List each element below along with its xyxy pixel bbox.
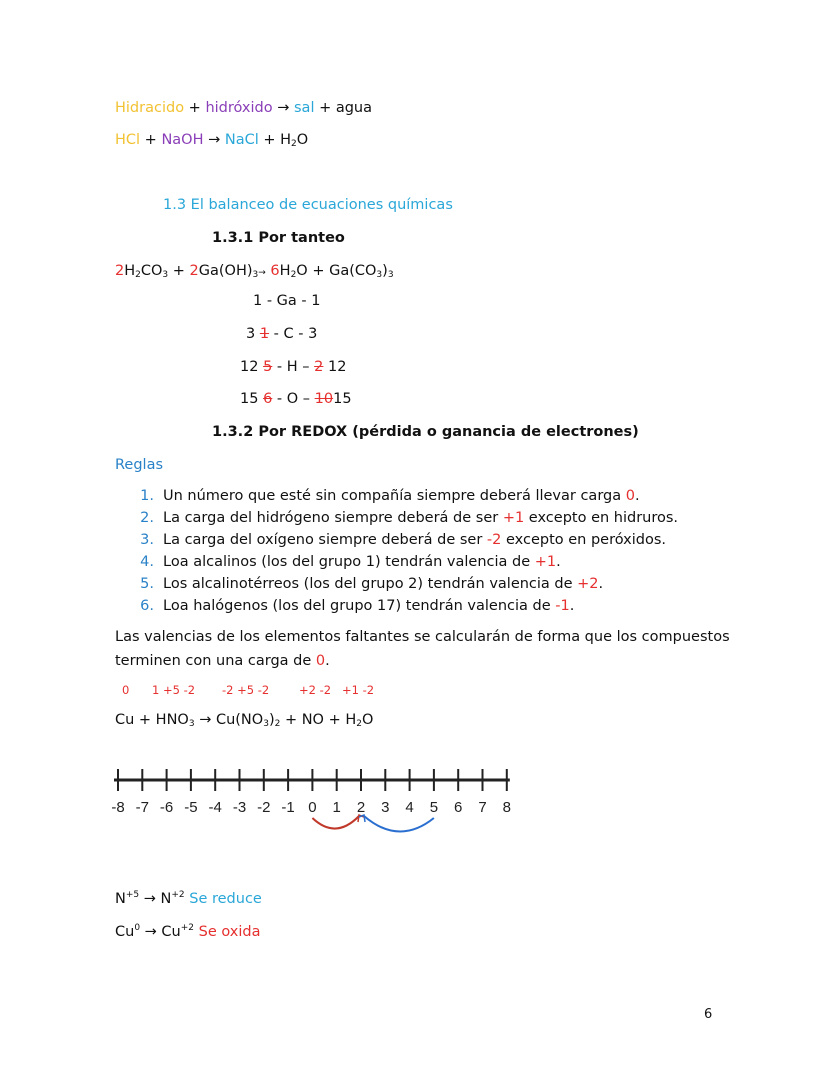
term: ) bbox=[382, 263, 388, 279]
sup: +2 bbox=[180, 923, 195, 933]
rule-number: 2. bbox=[140, 510, 154, 526]
jump-arrow bbox=[364, 816, 434, 832]
t: Cu bbox=[115, 923, 135, 940]
h: H bbox=[280, 132, 292, 148]
crossed: 1 bbox=[259, 326, 270, 342]
paragraph-line1: Las valencias de los elementos faltantes se calcularán de forma que los compuestos bbox=[115, 629, 730, 645]
sub: 3 bbox=[252, 270, 259, 280]
sub: 2 bbox=[291, 139, 297, 149]
tick-label: -6 bbox=[159, 799, 174, 816]
subheading-redox: 1.3.2 Por REDOX (pérdida o ganancia de electrones) bbox=[212, 424, 639, 440]
tick-label: -4 bbox=[208, 799, 222, 816]
ox-2: -2 +5 -2 bbox=[222, 683, 270, 697]
rule-item bbox=[163, 574, 603, 594]
tick-label: 3 bbox=[381, 799, 390, 816]
rule-text: Loa halógenos (los del grupo 17) tendrán valencia de bbox=[163, 598, 556, 614]
coef: 6 bbox=[270, 263, 280, 279]
tick-label: 8 bbox=[502, 799, 511, 816]
rule-value: -1 bbox=[555, 598, 570, 614]
rule-number: 3. bbox=[140, 532, 154, 548]
rule-text: La carga del oxígeno siempre deberá de ser bbox=[163, 532, 487, 548]
t: 12 bbox=[323, 359, 347, 375]
redox-equation bbox=[115, 710, 373, 734]
t: → N bbox=[139, 890, 172, 907]
rule-number: 4. bbox=[140, 554, 154, 570]
sub: 3 bbox=[162, 270, 169, 280]
ox-1: 1 +5 -2 bbox=[152, 683, 196, 697]
rule-text: Un número que esté sin compañía siempre deberá llevar carga bbox=[163, 488, 626, 504]
rule-value: +2 bbox=[577, 576, 599, 592]
rule-text: . bbox=[598, 576, 604, 592]
naoh: NaOH bbox=[161, 132, 204, 148]
rule-value: 0 bbox=[625, 488, 635, 504]
rule-text: Loa alcalinos (los del grupo 1) tendrán valencia de bbox=[163, 554, 535, 570]
arrow: → bbox=[258, 268, 266, 278]
tick-label: -7 bbox=[135, 799, 149, 816]
tick-label: 2 bbox=[356, 799, 366, 816]
nacl: NaCl bbox=[224, 132, 259, 148]
jump-arrow bbox=[312, 816, 359, 829]
crossed: 6 bbox=[263, 391, 273, 407]
value: 0 bbox=[315, 653, 326, 669]
rule-number: 5. bbox=[140, 576, 154, 592]
sub: 2 bbox=[356, 719, 362, 729]
page-number: 6 bbox=[704, 1007, 713, 1022]
sub: 2 bbox=[274, 719, 281, 729]
reduce-label: Se reduce bbox=[189, 890, 262, 907]
reduction-line bbox=[115, 885, 262, 909]
t: - H – bbox=[272, 359, 315, 375]
tanteo-equation bbox=[115, 261, 394, 285]
plus: + bbox=[168, 263, 190, 279]
balance-h bbox=[240, 357, 346, 377]
t: . bbox=[325, 653, 330, 669]
t: → Cu bbox=[140, 923, 181, 940]
tick-label: -2 bbox=[257, 799, 271, 816]
t: terminen con una carga de bbox=[115, 653, 316, 669]
t: N bbox=[115, 890, 126, 907]
t: - C - 3 bbox=[269, 326, 318, 342]
t: - O – bbox=[272, 391, 315, 407]
sal: sal bbox=[294, 100, 315, 116]
reaction-general: Hidracido + hidróxido → sal + agua bbox=[115, 100, 373, 116]
t: Cu + HNO bbox=[115, 712, 189, 728]
hidracido: Hidracido bbox=[115, 100, 185, 116]
rule-text: . bbox=[569, 598, 575, 614]
crossed: 10 bbox=[314, 391, 334, 407]
subheading-tanteo: 1.3.1 Por tanteo bbox=[212, 230, 345, 246]
oxidation-line bbox=[115, 918, 261, 942]
arrow-head bbox=[359, 815, 365, 822]
tick-label: -8 bbox=[111, 799, 125, 816]
oxida-label: Se oxida bbox=[198, 923, 261, 940]
t: 12 bbox=[240, 359, 264, 375]
sub: 2 bbox=[135, 270, 141, 280]
tick-label: 1 bbox=[332, 799, 341, 816]
paragraph-line2 bbox=[115, 651, 330, 671]
tick-label: 6 bbox=[454, 799, 463, 816]
tick-label: -3 bbox=[232, 799, 247, 816]
coef: 2 bbox=[115, 263, 125, 279]
rule-number: 6. bbox=[140, 598, 154, 614]
agua: agua bbox=[335, 100, 373, 116]
sup: +5 bbox=[125, 890, 140, 900]
hcl: HCl bbox=[115, 132, 141, 148]
rule-text: . bbox=[634, 488, 640, 504]
rule-text: excepto en hidruros. bbox=[524, 510, 679, 526]
t: + NO + H bbox=[280, 712, 357, 728]
rule-text: La carga del hidrógeno siempre deberá de ser bbox=[163, 510, 503, 526]
t: 15 bbox=[240, 391, 264, 407]
balance-c bbox=[246, 324, 317, 344]
sub: 3 bbox=[376, 270, 383, 280]
tick-label: -1 bbox=[281, 799, 295, 816]
ox-0: 0 bbox=[122, 683, 130, 697]
rule-value: -2 bbox=[486, 532, 502, 548]
coef: 2 bbox=[189, 263, 199, 279]
crossed: 5 bbox=[263, 359, 273, 375]
sup: 0 bbox=[134, 923, 141, 933]
hidroxido: hidróxido bbox=[205, 100, 273, 116]
rule-text: Los alcalinotérreos (los del grupo 2) tendrán valencia de bbox=[163, 576, 578, 592]
balance-o bbox=[240, 389, 352, 409]
t: 3 bbox=[246, 326, 260, 342]
rules-title: Reglas bbox=[115, 457, 164, 473]
sub: 3 bbox=[387, 270, 394, 280]
t: 15 bbox=[333, 391, 352, 407]
sub: 3 bbox=[263, 719, 269, 729]
t: O bbox=[361, 712, 374, 728]
reaction-example: HCl + NaOH → NaCl + $H_2O$ bbox=[115, 132, 309, 149]
t: ) bbox=[268, 712, 275, 728]
tick-label: 5 bbox=[429, 799, 439, 816]
tick-label: 7 bbox=[478, 799, 487, 816]
o: O bbox=[296, 132, 309, 148]
sub: 2 bbox=[290, 270, 297, 280]
rule-value: +1 bbox=[502, 510, 525, 526]
t: → Cu(NO bbox=[194, 712, 264, 728]
rule-item bbox=[163, 596, 574, 616]
sup: +2 bbox=[171, 890, 185, 900]
tick-label: 0 bbox=[308, 799, 317, 816]
rule-item bbox=[163, 486, 640, 506]
term: H bbox=[124, 263, 136, 279]
tick-label: 4 bbox=[405, 799, 414, 816]
rule-number: 1. bbox=[140, 488, 154, 504]
term: H bbox=[279, 263, 291, 279]
rule-value: +1 bbox=[534, 554, 557, 570]
number-line bbox=[100, 760, 530, 850]
balance-ga: 1 - Ga - 1 bbox=[253, 293, 321, 309]
term: CO bbox=[140, 263, 163, 279]
ox-4: +1 -2 bbox=[342, 683, 375, 697]
rule-text: excepto en peróxidos. bbox=[501, 532, 667, 548]
ox-3: +2 -2 bbox=[299, 683, 332, 697]
sub: 3 bbox=[188, 719, 195, 729]
rule-item bbox=[163, 508, 678, 528]
rule-item bbox=[163, 530, 666, 550]
tick-label: -5 bbox=[184, 799, 198, 816]
rule-text: . bbox=[556, 554, 561, 570]
term: O + Ga(CO bbox=[296, 263, 377, 279]
rule-item bbox=[163, 552, 561, 572]
term: Ga(OH) bbox=[198, 263, 253, 279]
section-heading: 1.3 El balanceo de ecuaciones químicas bbox=[163, 197, 453, 213]
crossed: 2 bbox=[314, 359, 324, 375]
